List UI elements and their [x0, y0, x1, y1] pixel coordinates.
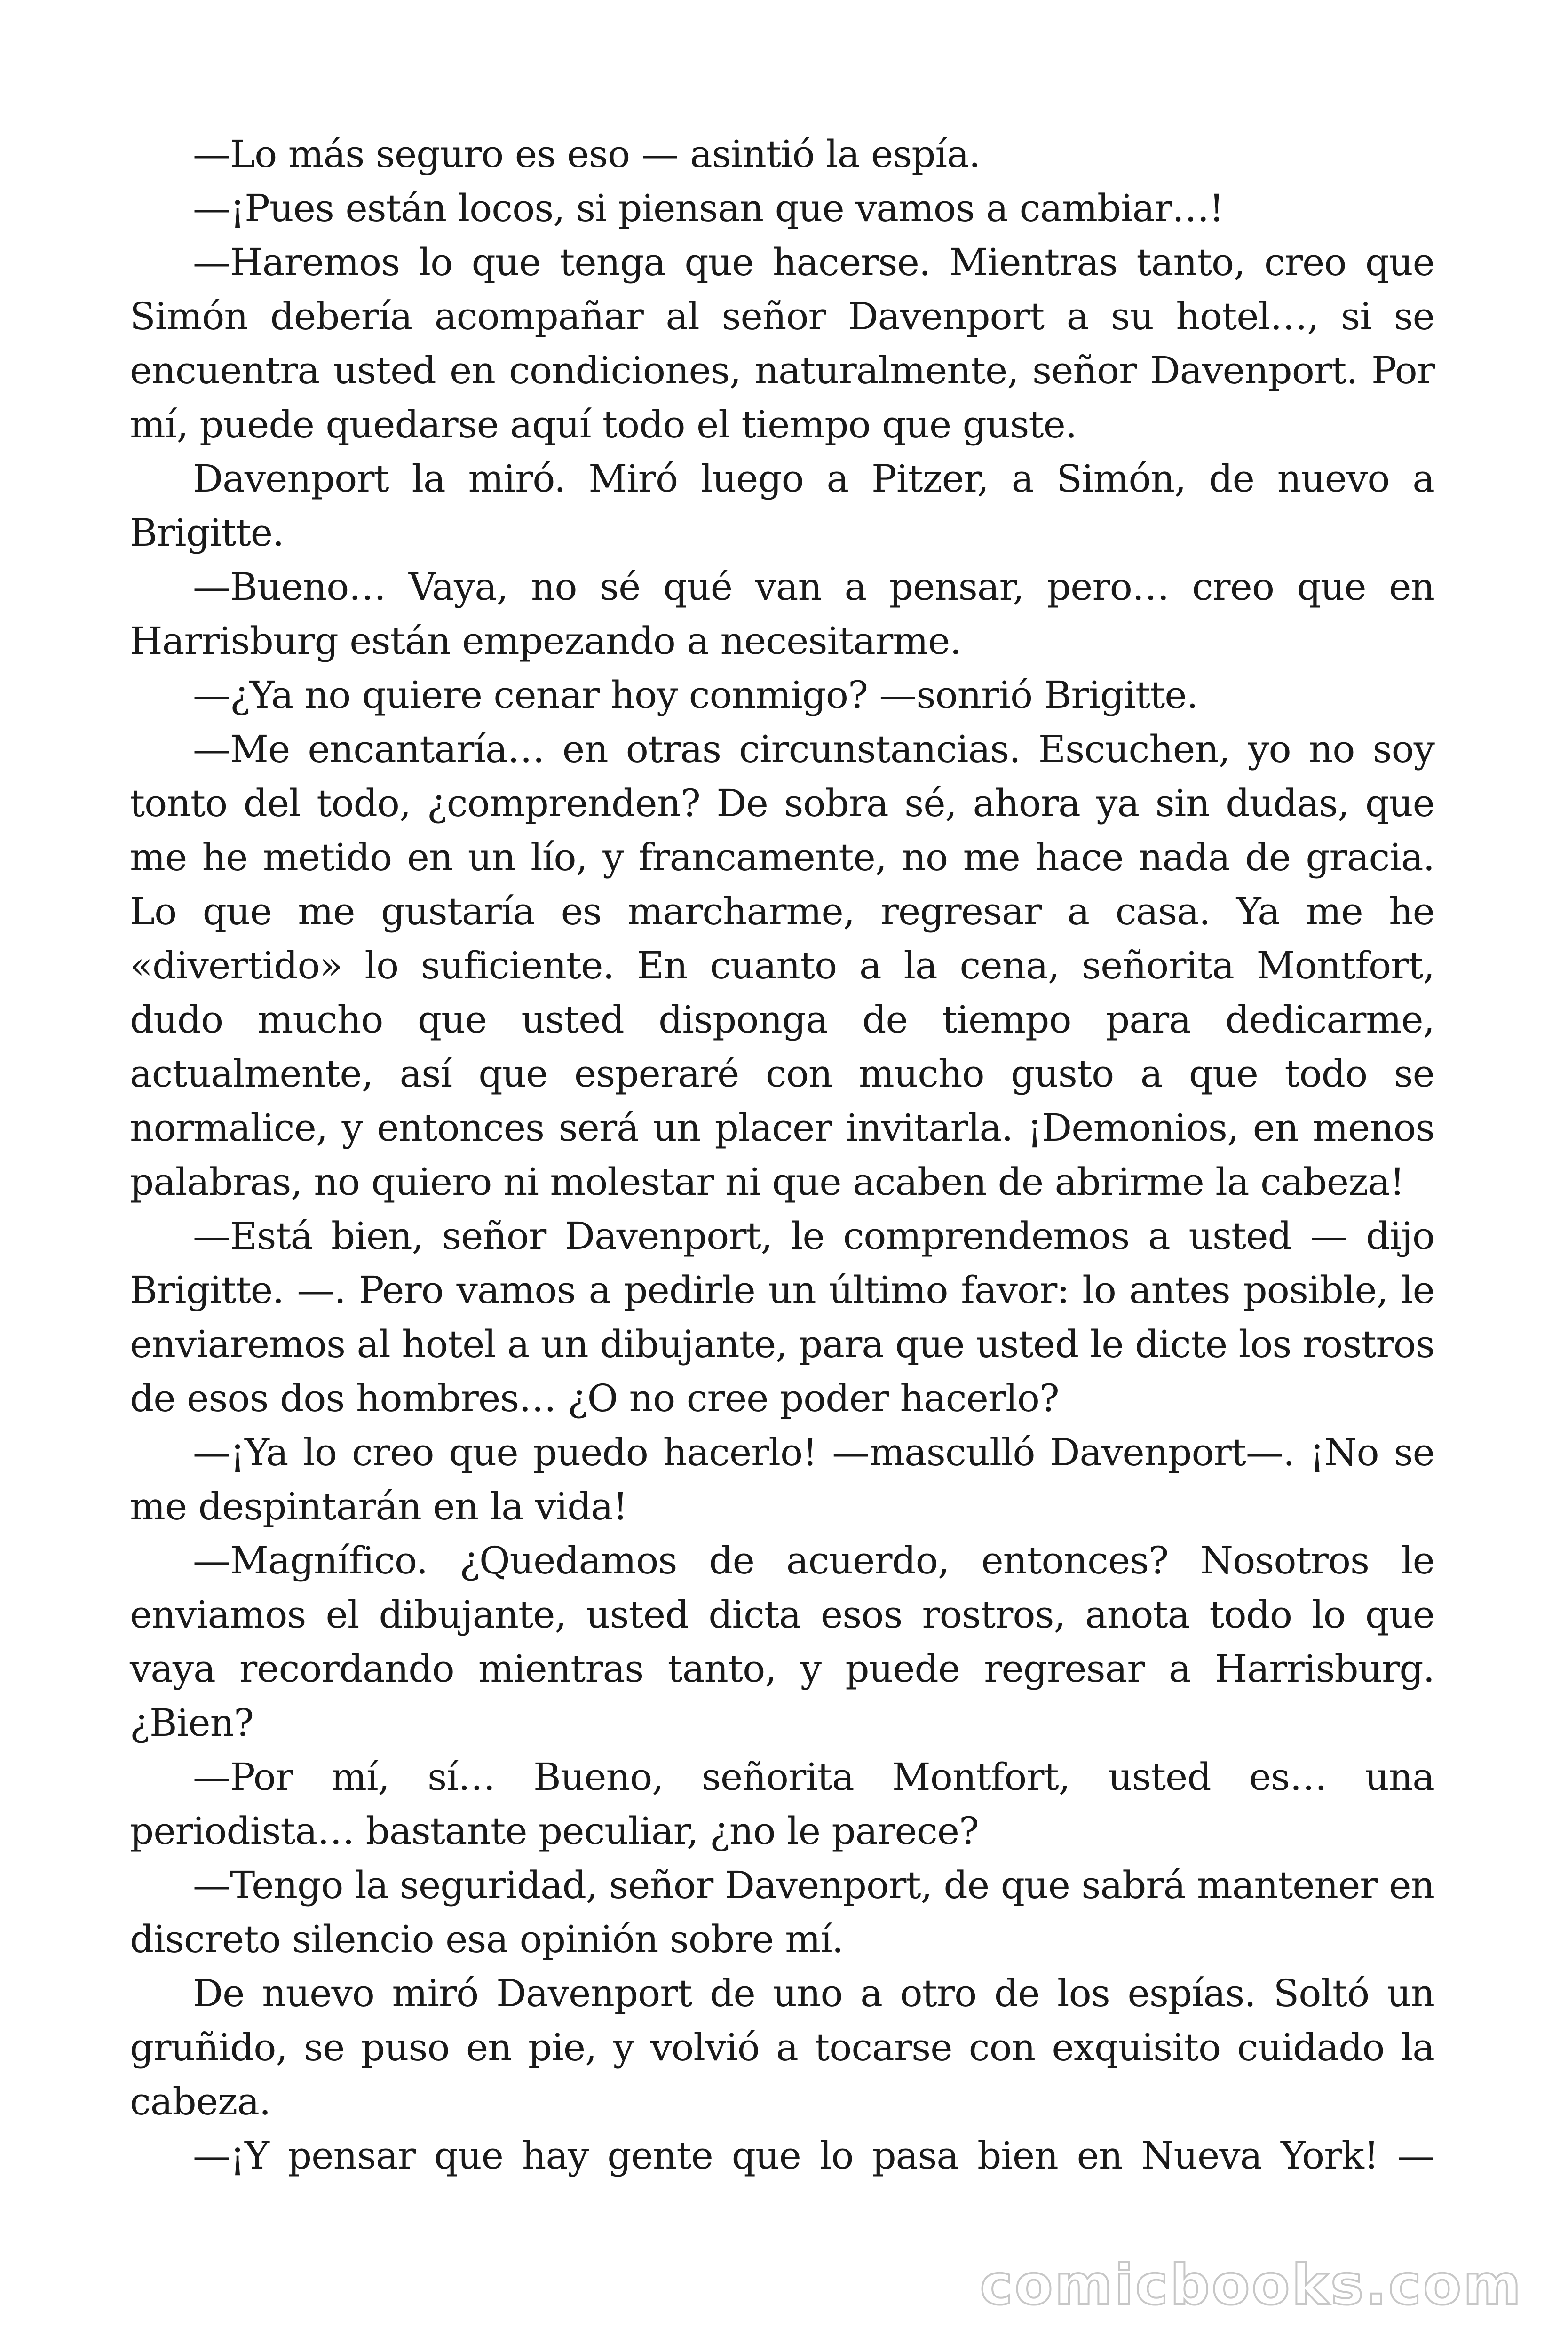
paragraph: Davenport la miró. Miró luego a Pitzer, a Simón, de nuevo a Brigitte.: [130, 457, 1434, 555]
page-body: [130, 127, 1434, 2183]
paragraph: —¡Y pensar que hay gente que lo pasa bien en Nueva York! —: [193, 2134, 1434, 2177]
paragraph: De nuevo miró Davenport de uno a otro de los espías. Soltó un gruñido, se puso en pie, y volvió a tocarse con exquisito cuidado la cabeza.: [130, 1971, 1434, 2123]
paragraph: —Por mí, sí… Bueno, señorita Montfort, usted es… una periodista… bastante peculiar, ¿no le parece?: [130, 1755, 1434, 1853]
watermark-logo: comicbooks.com: [980, 2252, 1523, 2317]
paragraph: —Está bien, señor Davenport, le comprendemos a usted — dijo Brigitte. —. Pero vamos a pedirle un último favor: lo antes posible, le enviaremos al hotel a un dibujante, para que usted le dicte los rostros de esos dos hombres… ¿O no cree poder hacerlo?: [130, 1214, 1434, 1420]
paragraph: —Lo más seguro es eso — asintió la espía.: [193, 132, 981, 176]
paragraph: —Tengo la seguridad, señor Davenport, de que sabrá mantener en discreto silencio esa opinión sobre mí.: [130, 1863, 1434, 1961]
paragraph: —Me encantaría… en otras circunstancias. Escuchen, yo no soy tonto del todo, ¿comprenden? De sobra sé, ahora ya sin dudas, que me he metido en un lío, y francamente, no me hace nada de gracia. Lo que me gustaría es marcharme, regresar a casa. Ya me he «divertido» lo suficiente. En cuanto a la cena, señorita Montfort, dudo mucho que usted disponga de tiempo para dedicarme, actualmente, así que esperaré con mucho gusto a que todo se normalice, y entonces será un placer invitarla. ¡Demonios, en menos palabras, no quiero ni molestar ni que acaben de abrirme la cabeza!: [130, 727, 1434, 1204]
paragraph: —¡Pues están locos, si piensan que vamos a cambiar…!: [193, 186, 1224, 230]
paragraph: —Magnífico. ¿Quedamos de acuerdo, entonces? Nosotros le enviamos el dibujante, usted dicta esos rostros, anota todo lo que vaya recordando mientras tanto, y puede regresar a Harrisburg. ¿Bien?: [130, 1539, 1434, 1745]
paragraph: —Bueno… Vaya, no sé qué van a pensar, pero… creo que en Harrisburg están empezando a necesitarme.: [130, 565, 1434, 663]
paragraph: —¿Ya no quiere cenar hoy conmigo? —sonrió Brigitte.: [193, 673, 1198, 717]
paragraph: —Haremos lo que tenga que hacerse. Mientras tanto, creo que Simón debería acompañar al señor Davenport a su hotel…, si se encuentra usted en condiciones, naturalmente, señor Davenport. Por mí, puede quedarse aquí todo el tiempo que guste.: [130, 240, 1434, 446]
paragraph: —¡Ya lo creo que puedo hacerlo! —masculló Davenport—. ¡No se me despintarán en la vida!: [130, 1430, 1434, 1528]
